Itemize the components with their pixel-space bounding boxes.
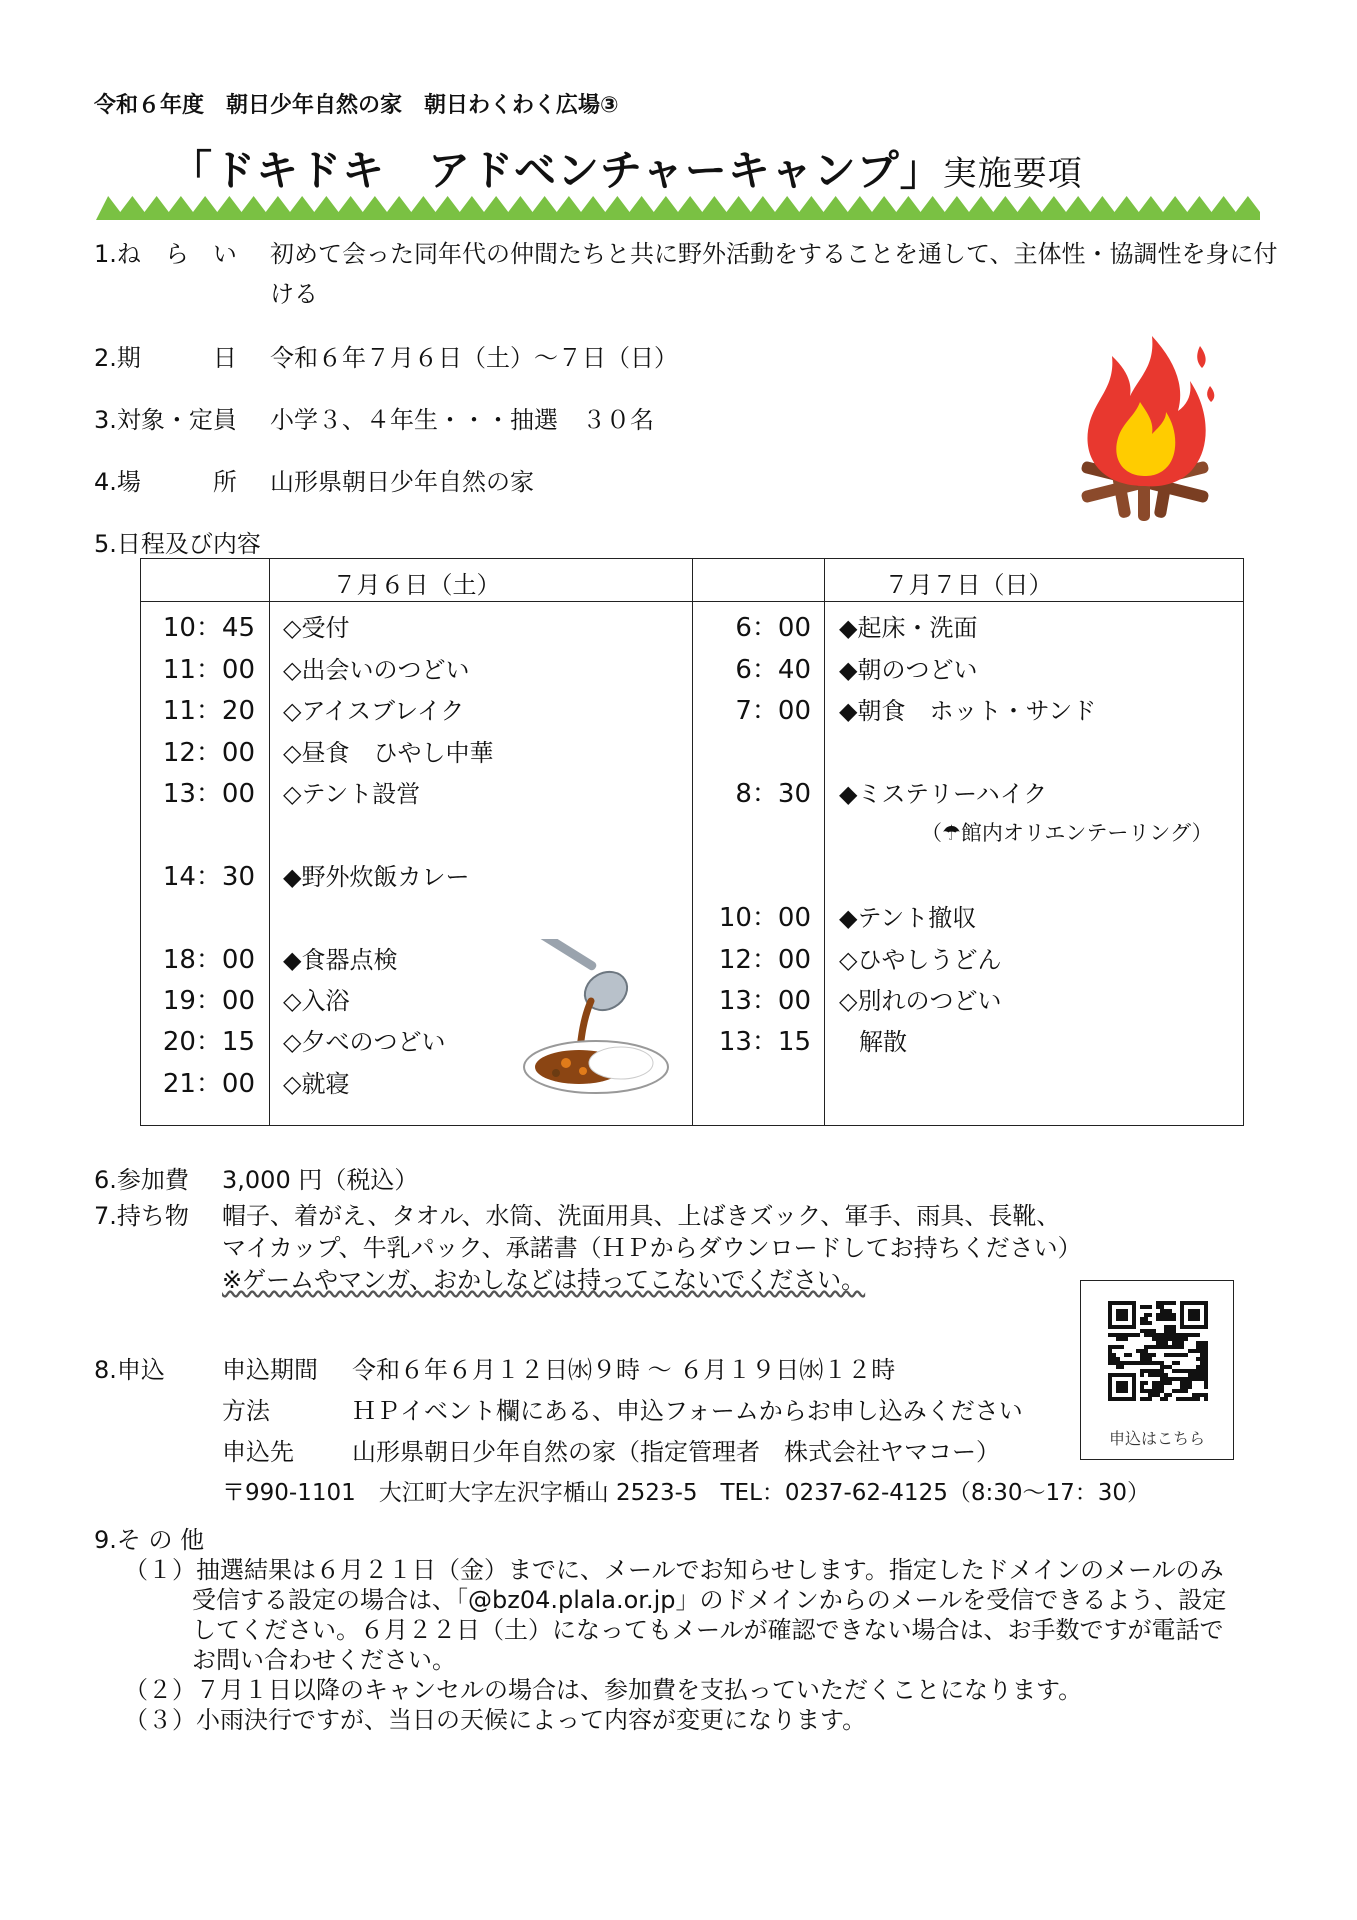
section-9-label: 9.そ の 他 [94,1526,205,1554]
apply-dest-label: 申込先 [222,1438,294,1466]
day2-time: 12：00 [718,945,811,975]
grass-decoration [96,192,1260,220]
section-4-label: 4.場 所 [94,468,237,496]
day1-activity: ◇昼食 ひやし中華 [283,739,494,767]
day2-activity: ◆朝のつどい [839,656,978,684]
day1-activity: ◇就寝 [283,1070,350,1098]
section-7-note: ※ゲームやマンガ、おかしなどは持ってこないでください。 [222,1266,866,1294]
day2-time: 13：00 [718,986,811,1016]
note-1-line4: お問い合わせください。 [192,1646,456,1674]
day2-time: 13：15 [718,1027,811,1057]
section-4-text: 山形県朝日少年自然の家 [270,468,534,496]
day1-time: 11：00 [162,655,255,685]
address-line: 〒990-1101 大江町大字左沢字楯山 2523-5 TEL：0237-62-4125（8:30～17：30） [222,1480,1151,1506]
note-1-line1: （１）抽選結果は６月２１日（金）までに、メールでお知らせします。指定したドメインのメールのみ [124,1556,1224,1584]
note-1-line2: 受信する設定の場合は、「@bz04.plala.or.jp」のドメインからのメールを受信できるよう、設定 [192,1586,1227,1614]
day1-time: 13：00 [162,779,255,809]
col-divider-3 [824,559,825,1125]
day1-header: ７月６日（土） [332,571,501,599]
day2-header: ７月７日（日） [884,571,1053,599]
section-7-line1: 帽子、着がえ、タオル、水筒、洗面用具、上ばきズック、軍手、雨具、長靴、 [222,1202,1061,1230]
campfire-illustration [1060,326,1230,526]
section-1-text-line1: 初めて会った同年代の仲間たちと共に野外活動をすることを通して、主体性・協調性を身に付 [270,240,1278,268]
section-2-text: 令和６年７月６日（土）～７日（日） [270,344,678,372]
section-7-line2: マイカップ、牛乳パック、承諾書（ＨＰからダウンロードしてお持ちください） [222,1234,1082,1262]
col-divider-1 [269,559,270,1125]
note-1-line3: してください。６月２２日（土）になってもメールが確認できない場合は、お手数ですが電話で [192,1616,1224,1644]
day2-time: 6：00 [735,613,811,643]
title-sub: 実施要項 [942,154,1083,194]
day2-time: 6：40 [735,655,811,685]
section-2-label: 2.期 日 [94,344,237,372]
day1-activity: ◇夕べのつどい [283,1028,446,1056]
day1-activity: ◇入浴 [283,987,350,1015]
qr-code-box[interactable] [1080,1280,1234,1460]
day1-time: 12：00 [162,738,255,768]
day1-activity: ◆食器点検 [283,946,398,974]
page-title [170,138,1083,198]
col-divider-2 [692,559,693,1125]
day2-time: 10：00 [718,903,811,933]
ladle [534,939,634,1018]
curry-rice-illustration [521,939,671,1099]
day1-activity: ◇受付 [283,614,350,642]
day2-activity: ◆テント撤収 [839,904,977,932]
day1-activity: ◇出会いのつどい [283,656,470,684]
title-main: 「ドキドキ アドベンチャーキャンプ」 [170,146,943,195]
day1-time: 18：00 [162,945,255,975]
day1-time: 20：15 [162,1027,255,1057]
section-1-label: 1.ね ら い [94,240,237,268]
day1-time: 14：30 [162,862,255,892]
header-divider [141,601,1243,602]
section-8-label: 8.申込 [94,1356,165,1384]
header-line: 令和６年度 朝日少年自然の家 朝日わくわく広場③ [94,93,619,118]
day1-time: 11：20 [162,696,255,726]
schedule-table [140,558,1244,1126]
day2-activity: ◇ひやしうどん [839,946,1002,974]
day2-activity: ◆朝食 ホット・サンド [839,697,1097,725]
section-3-text: 小学３、４年生・・・抽選 ３０名 [270,406,654,434]
section-5-label: 5.日程及び内容 [94,530,261,558]
day1-activity: ◇アイスブレイク [283,697,465,725]
apply-period-label: 申込期間 [222,1356,318,1384]
day1-activity: ◇テント設営 [283,780,421,808]
section-3-label: 3.対象・定員 [94,406,237,434]
section-7-label: 7.持ち物 [94,1202,189,1230]
day2-activity: ◆ミステリーハイク [839,780,1048,808]
day1-time: 19：00 [162,986,255,1016]
section-6-label: 6.参加費 [94,1166,189,1194]
apply-period-value: 令和６年６月１２日㈬９時 ～ ６月１９日㈬１２時 [352,1356,896,1384]
day2-time: 8：30 [735,779,811,809]
qr-code-icon [1108,1301,1208,1401]
day2-activity-note: （☂館内オリエンテーリング） [921,821,1213,845]
day1-time: 21：00 [162,1069,255,1099]
apply-dest-value: 山形県朝日少年自然の家（指定管理者 株式会社ヤマコー） [352,1438,1000,1466]
section-6-text: 3,000 円（税込） [222,1166,419,1194]
note-3: （３）小雨決行ですが、当日の天候によって内容が変更になります。 [124,1706,867,1734]
day1-activity: ◆野外炊飯カレー [283,863,470,891]
day2-time: 7：00 [735,696,811,726]
apply-method-label: 方法 [222,1397,270,1425]
day2-activity: ◆起床・洗面 [839,614,978,642]
day1-time: 10：45 [162,613,255,643]
section-1-text-line2: ける [270,280,318,308]
day2-activity: ◇別れのつどい [839,987,1002,1015]
note-2: （２）７月１日以降のキャンセルの場合は、参加費を支払っていただくことになります。 [124,1676,1083,1704]
day2-activity: 解散 [859,1028,907,1056]
qr-label: 申込はこちら [1108,1429,1205,1448]
apply-method-value: ＨＰイベント欄にある、申込フォームからお申し込みください [352,1397,1023,1425]
